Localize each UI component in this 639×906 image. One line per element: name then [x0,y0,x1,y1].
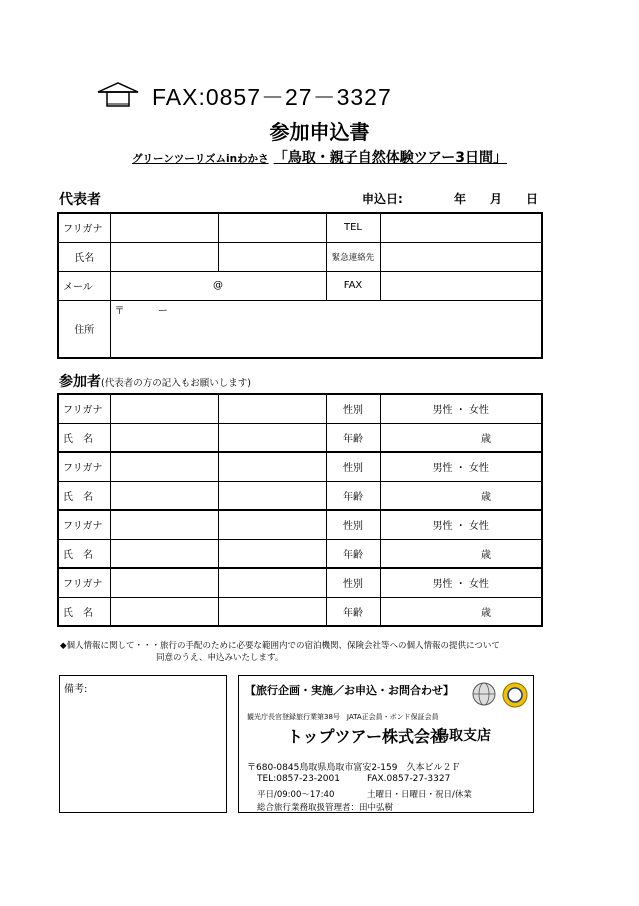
name-field-2[interactable] [218,539,326,568]
privacy-notice [60,640,540,664]
age-unit: 歳 [481,491,491,503]
name-label: 氏 名 [58,597,110,626]
age-unit: 歳 [481,549,491,561]
age-field[interactable] [380,539,542,568]
name-field-1[interactable] [110,423,218,452]
fax-field[interactable] [380,271,542,300]
participants-title: 参加者 [59,374,101,390]
zip-mark: 〒 [114,305,125,317]
company-address: 〒680-0845鳥取県鳥取市富安2-159 久本ビル２Ｆ [247,763,461,773]
name-label: 氏 名 [58,481,110,510]
rep-address-row [58,300,542,358]
date-label: 申込日: [362,192,403,206]
representative-table [57,212,543,359]
name-field-1[interactable] [110,539,218,568]
participant-3-name-row [58,539,542,568]
age-field[interactable] [380,481,542,510]
privacy-notice-line-2: 同意のうえ、申込みいたします。 [156,653,284,663]
gender-label: 性別 [326,510,380,539]
zip-dash: ー [157,305,168,317]
remarks-label: 備考: [64,684,88,695]
globe-seal-icon [471,681,497,707]
name-field-2[interactable] [218,597,326,626]
gender-label: 性別 [326,452,380,481]
gender-options[interactable]: 男性 ・ 女性 [380,452,542,481]
age-label: 年齢 [326,539,380,568]
fax-label: FAX [326,271,380,300]
rep-mail-row [58,271,542,300]
fax-number: FAX:0857－27－3327 [152,84,392,110]
rep-furigana-row [58,213,542,242]
furigana-label: フリガナ [58,394,110,423]
participants-heading [59,371,251,391]
furigana-field-1[interactable] [110,510,218,539]
name-label: 氏 名 [58,539,110,568]
privacy-notice-line-1: ◆個人情報に関して・・・旅行の手配のために必要な範囲内での宿泊機関、保険会社等への個人情報の提供について [60,641,500,651]
furigana-field-2[interactable] [218,213,326,242]
tel-field[interactable] [380,213,542,242]
age-label: 年齢 [326,481,380,510]
age-label: 年齢 [326,423,380,452]
furigana-label: フリガナ [58,510,110,539]
subtitle-main: 「鳥取・親子自然体験ツアー3日間」 [273,150,508,166]
furigana-field-1[interactable] [110,213,218,242]
address-label: 住所 [58,300,110,358]
participant-3-furigana-row [58,510,542,539]
name-field-2[interactable] [218,242,326,271]
at-mark: @ [213,280,223,291]
furigana-field-1[interactable] [110,452,218,481]
representative-heading: 代表者 [59,192,101,208]
address-field[interactable] [110,300,542,358]
furigana-field-2[interactable] [218,394,326,423]
remarks-box[interactable] [59,675,227,813]
fax-machine-icon [96,82,140,108]
company-tel: TEL:0857-23-2001 [257,774,340,784]
furigana-field-2[interactable] [218,452,326,481]
gender-label: 性別 [326,394,380,423]
gender-options[interactable]: 男性 ・ 女性 [380,510,542,539]
furigana-label: フリガナ [58,213,110,242]
furigana-label: フリガナ [58,452,110,481]
participant-4-name-row [58,597,542,626]
participants-table [57,393,543,627]
name-field-1[interactable] [110,597,218,626]
participants-note: (代表者の方の記入もお願いします) [101,378,251,389]
hours-closed: 土曜日・日曜日・祝日/休業 [367,790,472,800]
application-date [362,190,542,207]
company-heading: 【旅行企画・実施／お申込・お問合わせ】 [245,684,454,697]
name-label: 氏名 [58,242,110,271]
mail-field[interactable] [110,271,326,300]
age-field[interactable] [380,423,542,452]
furigana-field-2[interactable] [218,510,326,539]
participant-2-furigana-row [58,452,542,481]
subtitle-small: グリーンツーリズムinわかさ [131,153,269,165]
page-title: 参加申込書 [269,120,370,144]
participant-1-furigana-row [58,394,542,423]
registration-info: 観光庁長官登録旅行業第38号 JATA正会員・ボンド保証会員 [247,713,439,721]
name-label: 氏 名 [58,423,110,452]
gender-options[interactable]: 男性 ・ 女性 [380,568,542,597]
name-field-1[interactable] [110,481,218,510]
furigana-field-1[interactable] [110,568,218,597]
gender-options[interactable]: 男性 ・ 女性 [380,394,542,423]
company-manager: 総合旅行業務取扱管理者：田中弘樹 [257,803,394,813]
furigana-field-1[interactable] [110,394,218,423]
name-field-2[interactable] [218,423,326,452]
hours-weekday: 平日/09:00～17:40 [257,790,335,800]
tour-subtitle [0,147,639,167]
participant-4-furigana-row [58,568,542,597]
fax-header [96,82,456,112]
participant-2-name-row [58,481,542,510]
rep-name-row [58,242,542,271]
bond-member-seal-icon [501,681,529,709]
month-label: 月 [490,192,503,206]
participant-1-name-row [58,423,542,452]
name-field-2[interactable] [218,481,326,510]
emergency-label: 緊急連絡先 [326,242,380,271]
age-unit: 歳 [481,433,491,445]
tel-label: TEL [326,213,380,242]
year-label: 年 [454,192,467,206]
furigana-field-2[interactable] [218,568,326,597]
company-fax: FAX.0857-27-3327 [367,774,451,784]
day-label: 日 [526,192,539,206]
age-unit: 歳 [481,607,491,619]
name-field-1[interactable] [110,242,218,271]
company-box [238,675,534,813]
mail-label: メール [58,271,110,300]
company-branch: 鳥取支店 [435,728,491,744]
company-name: トップツアー株式会社 [287,727,447,746]
age-field[interactable] [380,597,542,626]
gender-label: 性別 [326,568,380,597]
age-label: 年齢 [326,597,380,626]
furigana-label: フリガナ [58,568,110,597]
emergency-field[interactable] [380,242,542,271]
